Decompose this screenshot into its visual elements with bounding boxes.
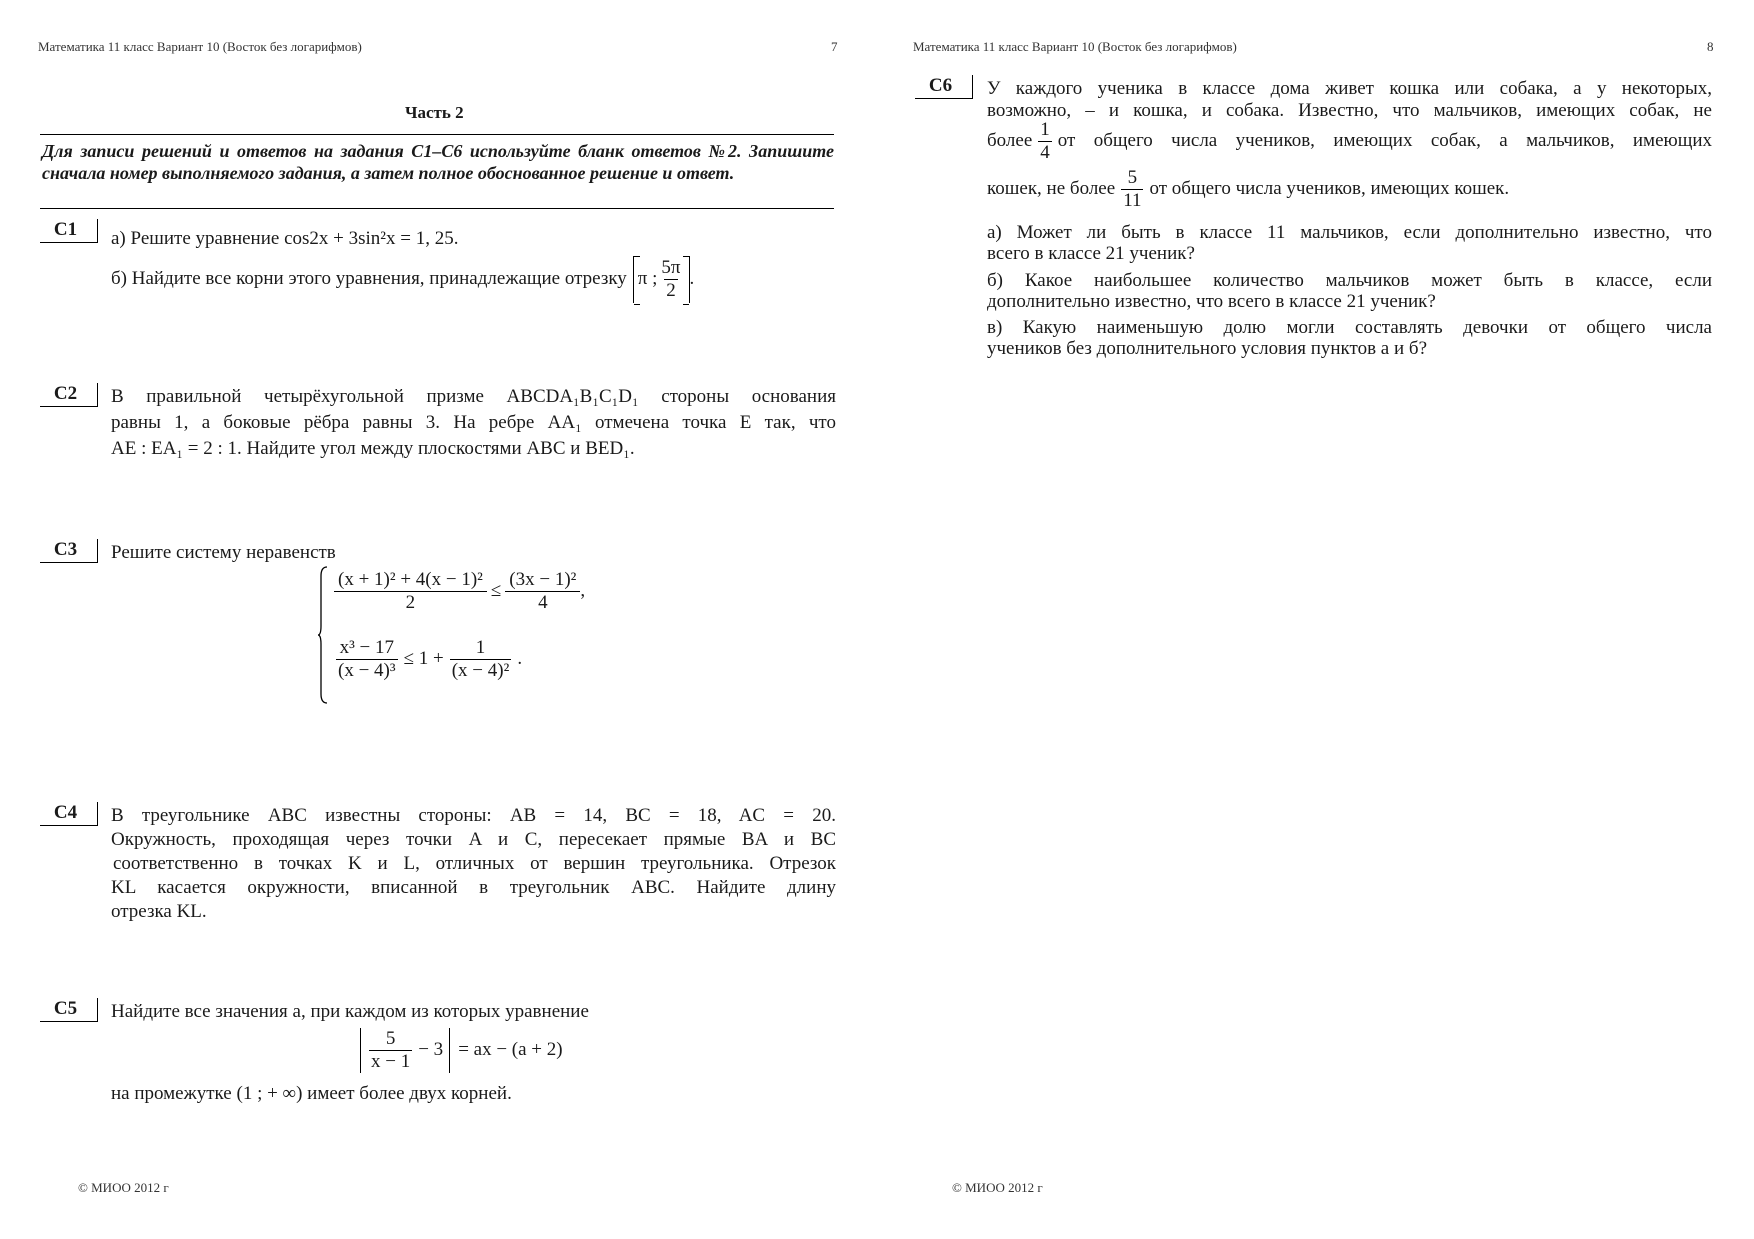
c1-part-b-text: б) Найдите все корни этого уравнения, принадлежащие отрезку — [111, 268, 627, 290]
c3-ineq2-end: . — [517, 648, 523, 670]
c3-ineq1-lhs — [336, 570, 485, 613]
c3-system — [318, 566, 638, 704]
c6-frac1-den: 4 — [1040, 141, 1050, 163]
c6-line-3-post: от общего числа учеников, имеющих собак, а мальчиков, имеющих — [1057, 130, 1712, 152]
c3-ineq2-lhs — [336, 638, 398, 681]
c4-line-4: KL касается окружности, вписанной в треугольник ABC. Найдите длину — [111, 877, 836, 898]
c6-question-b-2: дополнительно известно, что всего в классе 21 ученик? — [987, 291, 1436, 312]
c6-frac2-den: 11 — [1123, 189, 1142, 211]
c6-line-4-pre: кошек, не более — [987, 178, 1116, 200]
header-title: Математика 11 класс Вариант 10 (Восток без логарифмов) — [913, 39, 1237, 54]
c3-inequality-2 — [334, 638, 522, 681]
task-label-c5: С5 — [40, 998, 98, 1022]
c5-fraction — [369, 1029, 412, 1072]
c3-ineq2-num: x³ − 17 — [339, 637, 394, 658]
c6-fraction-1 — [1038, 120, 1052, 163]
c6-line-1: У каждого ученика в классе дома живет кошка или собака, а у некоторых, — [987, 78, 1712, 99]
task-label-c1: С1 — [40, 219, 98, 243]
c3-ineq1-rden: 4 — [505, 591, 580, 613]
page-number: 7 — [831, 39, 838, 54]
c6-question-a-1: а) Может ли быть в классе 11 мальчиков, если дополнительно известно, что — [987, 222, 1712, 243]
c5-eq-rhs: = ax − (a + 2) — [458, 1039, 563, 1061]
c1-interval-den: 2 — [666, 279, 676, 301]
c3-ineq1-rhs — [507, 570, 578, 613]
task-label-c2: С2 — [40, 383, 98, 407]
c2-line-2: равны 1, а боковые рёбра равны 3. На ребре AA₁ отмечена точка E так, что — [111, 412, 836, 433]
c6-question-c-2: учеников без дополнительного условия пунктов а и б? — [987, 338, 1428, 359]
part-title: Часть 2 — [405, 103, 464, 122]
left-brace-icon — [318, 566, 328, 704]
c1-interval-num: 5π — [661, 257, 681, 278]
c3-ineq1-op: ≤ — [490, 580, 502, 602]
c5-eq-den: x − 1 — [371, 1050, 411, 1072]
c6-line-3-pre: более — [987, 130, 1033, 152]
c1-interval — [633, 256, 690, 303]
instruction: Для записи решений и ответов на задания С1–С6 используйте бланк ответов №2. Запишите сначала номер выполняемого задания, а затем полное обоснованное решение и ответ. — [42, 141, 834, 183]
c6-line-3 — [987, 120, 1712, 163]
c5-text: Найдите все значения a, при каждом из которых уравнение — [111, 1001, 589, 1022]
divider — [40, 134, 834, 135]
c1-part-a: а) Решите уравнение cos2x + 3sin²x = 1, 25. — [111, 228, 459, 249]
c3-ineq1-num: (x + 1)² + 4(x − 1)² — [338, 569, 483, 590]
footer-copyright: © МИОО 2012 г — [78, 1180, 169, 1195]
c4-line-1: В треугольнике ABC известны стороны: AB = 14, BC = 18, AC = 20. — [111, 805, 836, 826]
task-label-c6: С6 — [915, 75, 973, 99]
c4-line-5: отрезка KL. — [111, 901, 207, 922]
c3-inequality-1 — [334, 570, 585, 613]
c3-ineq1-den: 2 — [334, 591, 487, 613]
c6-question-c-1: в) Какую наименьшую долю могли составлять девочки от общего числа — [987, 317, 1712, 338]
c4-line-2: Окружность, проходящая через точки A и C, пересекает прямые BA и BC — [111, 829, 836, 850]
c3-ineq2-rhs — [450, 638, 512, 681]
c6-line-4 — [987, 168, 1509, 211]
c3-ineq2-op: ≤ 1 + — [403, 648, 444, 670]
c2-line-3: AE : EA₁ = 2 : 1. Найдите угол между плоскостями ABC и BED₁. — [111, 438, 635, 459]
c3-text: Решите систему неравенств — [111, 542, 336, 563]
divider — [40, 208, 834, 209]
c5-eq-abs-tail: − 3 — [418, 1039, 444, 1061]
page-number: 8 — [1707, 39, 1714, 54]
c5-equation — [360, 1028, 563, 1073]
c3-ineq1-end: , — [580, 580, 586, 602]
c6-frac2-num: 5 — [1127, 167, 1138, 188]
c5-tail: на промежутке (1 ; + ∞) имеет более двух корней. — [111, 1083, 512, 1104]
header-title: Математика 11 класс Вариант 10 (Восток без логарифмов) — [38, 39, 362, 54]
c6-question-a-2: всего в классе 21 ученик? — [987, 243, 1195, 264]
c6-frac1-num: 1 — [1040, 119, 1050, 140]
c4-line-3: соответственно в точках K и L, отличных от вершин треугольника. Отрезок — [113, 853, 836, 874]
c1-interval-fraction — [659, 258, 682, 301]
c6-fraction-2 — [1121, 168, 1143, 211]
c3-ineq2-rnum: 1 — [475, 637, 486, 658]
c3-ineq1-rnum: (3x − 1)² — [509, 569, 577, 590]
c3-ineq2-den: (x − 4)³ — [338, 659, 396, 681]
c1-part-b: б) Найдите все корни этого уравнения, принадлежащие отрезку π ; $\frac{5\pi}{2}$ . — [111, 257, 695, 301]
task-label-c4: С4 — [40, 802, 98, 826]
c6-line-2: возможно, – и кошка, и собака. Известно, что мальчиков, имеющих собак, не — [987, 100, 1712, 121]
c6-line-4-post: от общего числа учеников, имеющих кошек. — [1149, 178, 1510, 200]
c5-absolute-value — [360, 1028, 450, 1073]
c3-ineq2-rden: (x − 4)² — [451, 659, 510, 681]
c1-interval-left: π ; — [637, 268, 658, 290]
c2-line-1: В правильной четырёхугольной призме ABCDA₁B₁C₁D₁ стороны основания — [111, 386, 836, 407]
c6-question-b-1: б) Какое наибольшее количество мальчиков может быть в классе, если — [987, 270, 1712, 291]
task-label-c3: С3 — [40, 539, 98, 563]
c5-eq-num: 5 — [385, 1028, 396, 1049]
footer-copyright: © МИОО 2012 г — [952, 1180, 1043, 1195]
